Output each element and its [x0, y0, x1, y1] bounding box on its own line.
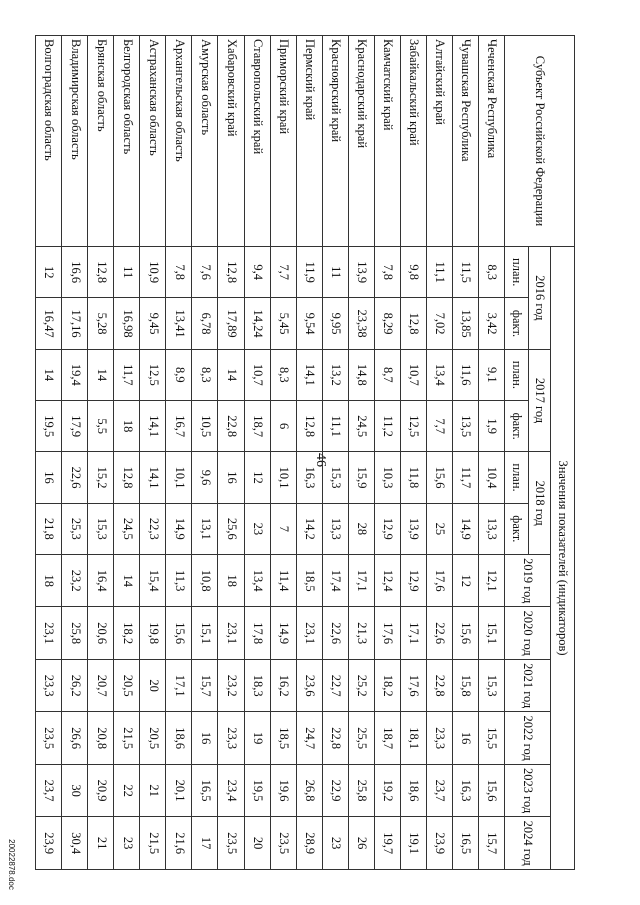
- value-cell: 19,7: [374, 817, 400, 870]
- value-cell: 10,5: [192, 401, 218, 452]
- value-cell: 17,89: [218, 298, 244, 349]
- table-row: [478, 36, 504, 870]
- value-cell: 15,6: [166, 607, 192, 659]
- value-cell: 15,3: [478, 659, 504, 711]
- value-cell: 16,2: [270, 659, 296, 711]
- value-cell: 8,3: [192, 349, 218, 400]
- value-cell: 16,98: [114, 298, 140, 349]
- value-cell: 12,8: [218, 247, 244, 298]
- value-cell: 11,9: [296, 247, 322, 298]
- value-cell: 22,9: [322, 764, 348, 816]
- fact-subheader: факт.: [505, 401, 529, 452]
- value-cell: 10,4: [478, 452, 504, 503]
- value-cell: 10,1: [166, 452, 192, 503]
- value-cell: 17,6: [400, 659, 426, 711]
- value-cell: 22,7: [322, 659, 348, 711]
- value-cell: 13,3: [478, 503, 504, 554]
- value-cell: 5,28: [88, 298, 114, 349]
- subject-name: Волгоградская область: [36, 36, 62, 247]
- value-cell: 20,7: [88, 659, 114, 711]
- table-row: [374, 36, 400, 870]
- value-cell: 14: [114, 555, 140, 607]
- footer-doc-name: 20022878.doc: [6, 839, 16, 890]
- value-cell: 15,3: [88, 503, 114, 554]
- table-row: [426, 36, 452, 870]
- value-cell: 12,8: [400, 298, 426, 349]
- value-cell: 12: [36, 247, 62, 298]
- value-cell: 11,7: [452, 452, 478, 503]
- value-cell: 11,2: [374, 401, 400, 452]
- value-cell: 18,5: [296, 555, 322, 607]
- value-cell: 23,7: [36, 764, 62, 816]
- value-cell: 11,1: [322, 401, 348, 452]
- value-cell: 7,6: [192, 247, 218, 298]
- value-cell: 26,2: [62, 659, 88, 711]
- fact-subheader: факт.: [505, 298, 529, 349]
- table-row: [218, 36, 244, 870]
- value-cell: 15,6: [426, 452, 452, 503]
- value-cell: 25,5: [348, 712, 374, 764]
- value-cell: 25,3: [62, 503, 88, 554]
- value-cell: 12,9: [400, 555, 426, 607]
- table-row: [322, 36, 348, 870]
- value-cell: 20,5: [114, 659, 140, 711]
- value-cell: 13,1: [192, 503, 218, 554]
- value-cell: 6,78: [192, 298, 218, 349]
- value-cell: 18: [114, 401, 140, 452]
- value-cell: 18: [36, 555, 62, 607]
- table-row: [62, 36, 88, 870]
- value-cell: 19,2: [374, 764, 400, 816]
- value-cell: 16,3: [296, 452, 322, 503]
- value-cell: 25: [426, 503, 452, 554]
- value-cell: 10,8: [192, 555, 218, 607]
- plan-subheader: план.: [505, 452, 529, 503]
- value-cell: 16,47: [36, 298, 62, 349]
- value-cell: 9,95: [322, 298, 348, 349]
- value-cell: 11,6: [452, 349, 478, 400]
- value-cell: 22,6: [322, 607, 348, 659]
- value-cell: 12,5: [400, 401, 426, 452]
- value-cell: 19,6: [270, 764, 296, 816]
- value-cell: 15,9: [348, 452, 374, 503]
- value-cell: 16,5: [192, 764, 218, 816]
- plan-subheader: план.: [505, 349, 529, 400]
- value-cell: 12: [452, 555, 478, 607]
- fact-subheader: факт.: [505, 503, 529, 554]
- value-cell: 22,8: [322, 712, 348, 764]
- value-cell: 23,5: [36, 712, 62, 764]
- indicators-table: [35, 35, 575, 870]
- value-cell: 17,6: [374, 607, 400, 659]
- value-cell: 16,7: [166, 401, 192, 452]
- value-cell: 23,9: [36, 817, 62, 870]
- value-cell: 18,2: [114, 607, 140, 659]
- value-cell: 5,5: [88, 401, 114, 452]
- value-cell: 16: [192, 712, 218, 764]
- value-cell: 23,1: [218, 607, 244, 659]
- value-cell: 18,6: [166, 712, 192, 764]
- subject-name: Краснодарский край: [348, 36, 374, 247]
- single-year-header: 2023 год: [505, 764, 551, 816]
- value-cell: 9,54: [296, 298, 322, 349]
- value-cell: 14: [218, 349, 244, 400]
- value-cell: 12,8: [296, 401, 322, 452]
- value-cell: 18: [218, 555, 244, 607]
- value-cell: 23,3: [218, 712, 244, 764]
- value-cell: 7,02: [426, 298, 452, 349]
- value-cell: 19,1: [400, 817, 426, 870]
- value-cell: 22,8: [218, 401, 244, 452]
- value-cell: 18,7: [374, 712, 400, 764]
- value-cell: 24,5: [114, 503, 140, 554]
- value-cell: 13,4: [426, 349, 452, 400]
- subject-name: Забайкальский край: [400, 36, 426, 247]
- value-cell: 12,5: [140, 349, 166, 400]
- value-cell: 20,8: [88, 712, 114, 764]
- value-cell: 17,4: [322, 555, 348, 607]
- value-cell: 26,6: [62, 712, 88, 764]
- value-cell: 23,4: [218, 764, 244, 816]
- value-cell: 7,7: [426, 401, 452, 452]
- value-cell: 17: [192, 817, 218, 870]
- value-cell: 26,8: [296, 764, 322, 816]
- table-row: [192, 36, 218, 870]
- subject-name: Ставропольский край: [244, 36, 270, 247]
- value-cell: 26: [348, 817, 374, 870]
- value-cell: 23,3: [426, 712, 452, 764]
- rotated-table-container: [35, 35, 575, 870]
- value-cell: 25,8: [348, 764, 374, 816]
- value-cell: 10,9: [140, 247, 166, 298]
- subject-name: Красноярский край: [322, 36, 348, 247]
- value-cell: 13,85: [452, 298, 478, 349]
- value-cell: 23: [322, 817, 348, 870]
- value-cell: 21,6: [166, 817, 192, 870]
- value-cell: 13,9: [348, 247, 374, 298]
- value-cell: 11,8: [400, 452, 426, 503]
- subject-name: Хабаровский край: [218, 36, 244, 247]
- value-cell: 8,7: [374, 349, 400, 400]
- value-cell: 19,8: [140, 607, 166, 659]
- value-cell: 9,45: [140, 298, 166, 349]
- value-cell: 14,8: [348, 349, 374, 400]
- value-cell: 14: [36, 349, 62, 400]
- value-cell: 30,4: [62, 817, 88, 870]
- value-cell: 30: [62, 764, 88, 816]
- table-row: [244, 36, 270, 870]
- value-cell: 23,5: [270, 817, 296, 870]
- value-cell: 23,5: [218, 817, 244, 870]
- value-cell: 22: [114, 764, 140, 816]
- value-cell: 15,6: [452, 607, 478, 659]
- value-cell: 20,5: [140, 712, 166, 764]
- value-cell: 18,6: [400, 764, 426, 816]
- subject-name: Приморский край: [270, 36, 296, 247]
- value-cell: 15,1: [478, 607, 504, 659]
- value-cell: 14,1: [140, 401, 166, 452]
- single-year-header: 2020 год: [505, 607, 551, 659]
- value-cell: 12,1: [478, 555, 504, 607]
- value-cell: 15,1: [192, 607, 218, 659]
- value-cell: 20: [140, 659, 166, 711]
- value-cell: 21,5: [114, 712, 140, 764]
- value-cell: 15,3: [322, 452, 348, 503]
- value-cell: 22,6: [426, 607, 452, 659]
- value-cell: 3,42: [478, 298, 504, 349]
- value-cell: 17,6: [426, 555, 452, 607]
- table-row: [270, 36, 296, 870]
- value-cell: 14,1: [140, 452, 166, 503]
- subject-name: Чеченская Республика: [478, 36, 504, 247]
- single-year-header: 2024 год: [505, 817, 551, 870]
- value-cell: 25,2: [348, 659, 374, 711]
- value-cell: 20,1: [166, 764, 192, 816]
- value-cell: 21,5: [140, 817, 166, 870]
- value-cell: 12: [244, 452, 270, 503]
- single-year-header: 2019 год: [505, 555, 551, 607]
- value-cell: 21: [88, 817, 114, 870]
- value-cell: 20,9: [88, 764, 114, 816]
- value-cell: 22,6: [62, 452, 88, 503]
- value-cell: 23,9: [426, 817, 452, 870]
- value-cell: 23,2: [218, 659, 244, 711]
- subject-name: Брянская область: [88, 36, 114, 247]
- value-cell: 24,7: [296, 712, 322, 764]
- value-cell: 11: [114, 247, 140, 298]
- subject-name: Чувашская Республика: [452, 36, 478, 247]
- value-cell: 16: [452, 712, 478, 764]
- value-cell: 18,2: [374, 659, 400, 711]
- value-cell: 16: [218, 452, 244, 503]
- table-row: [348, 36, 374, 870]
- value-cell: 9,4: [244, 247, 270, 298]
- value-cell: 7,8: [374, 247, 400, 298]
- value-cell: 23,7: [426, 764, 452, 816]
- value-cell: 13,41: [166, 298, 192, 349]
- value-cell: 19,5: [36, 401, 62, 452]
- table-row: [36, 36, 62, 870]
- value-cell: 23: [114, 817, 140, 870]
- table-row: [452, 36, 478, 870]
- value-cell: 12,8: [88, 247, 114, 298]
- value-cell: 17,16: [62, 298, 88, 349]
- value-cell: 18,7: [244, 401, 270, 452]
- value-cell: 8,3: [478, 247, 504, 298]
- value-cell: 23,1: [36, 607, 62, 659]
- value-cell: 19: [244, 712, 270, 764]
- value-cell: 28: [348, 503, 374, 554]
- value-cell: 23,3: [36, 659, 62, 711]
- value-cell: 12,9: [374, 503, 400, 554]
- value-cell: 18,1: [400, 712, 426, 764]
- value-cell: 9,6: [192, 452, 218, 503]
- value-cell: 11: [322, 247, 348, 298]
- value-cell: 10,1: [270, 452, 296, 503]
- value-cell: 9,1: [478, 349, 504, 400]
- page-number: 46: [313, 453, 328, 467]
- value-cell: 20: [244, 817, 270, 870]
- value-cell: 23,38: [348, 298, 374, 349]
- value-cell: 17,1: [166, 659, 192, 711]
- value-cell: 7,7: [270, 247, 296, 298]
- value-cell: 13,9: [400, 503, 426, 554]
- value-cell: 11,1: [426, 247, 452, 298]
- value-cell: 23,1: [296, 607, 322, 659]
- value-cell: 17,8: [244, 607, 270, 659]
- value-cell: 14: [88, 349, 114, 400]
- values-header: Значения показателей (индикаторов): [551, 247, 575, 870]
- subject-name: Камчатский край: [374, 36, 400, 247]
- value-cell: 15,6: [478, 764, 504, 816]
- value-cell: 12,4: [374, 555, 400, 607]
- value-cell: 8,29: [374, 298, 400, 349]
- value-cell: 12,8: [114, 452, 140, 503]
- table-row: [166, 36, 192, 870]
- value-cell: 16: [36, 452, 62, 503]
- value-cell: 1,9: [478, 401, 504, 452]
- subject-header: Субъект Российской Федерации: [505, 36, 575, 247]
- subject-name: Владимирская область: [62, 36, 88, 247]
- value-cell: 10,7: [244, 349, 270, 400]
- value-cell: 17,1: [400, 607, 426, 659]
- value-cell: 14,24: [244, 298, 270, 349]
- value-cell: 11,5: [452, 247, 478, 298]
- value-cell: 14,9: [166, 503, 192, 554]
- value-cell: 21: [140, 764, 166, 816]
- year-group-header: 2018 год: [529, 452, 551, 555]
- year-group-header: 2016 год: [529, 247, 551, 350]
- subject-name: Алтайский край: [426, 36, 452, 247]
- value-cell: 23: [244, 503, 270, 554]
- value-cell: 16,4: [88, 555, 114, 607]
- plan-subheader: план.: [505, 247, 529, 298]
- value-cell: 22,8: [426, 659, 452, 711]
- value-cell: 21,8: [36, 503, 62, 554]
- value-cell: 6: [270, 401, 296, 452]
- value-cell: 13,2: [322, 349, 348, 400]
- value-cell: 25,8: [62, 607, 88, 659]
- table-row: [88, 36, 114, 870]
- value-cell: 10,3: [374, 452, 400, 503]
- value-cell: 8,9: [166, 349, 192, 400]
- single-year-header: 2021 год: [505, 659, 551, 711]
- value-cell: 15,5: [478, 712, 504, 764]
- value-cell: 16,3: [452, 764, 478, 816]
- value-cell: 14,1: [296, 349, 322, 400]
- value-cell: 17,9: [62, 401, 88, 452]
- value-cell: 16,5: [452, 817, 478, 870]
- value-cell: 15,4: [140, 555, 166, 607]
- value-cell: 19,4: [62, 349, 88, 400]
- value-cell: 11,7: [114, 349, 140, 400]
- value-cell: 11,4: [270, 555, 296, 607]
- table-row: [296, 36, 322, 870]
- value-cell: 20,6: [88, 607, 114, 659]
- value-cell: 13,4: [244, 555, 270, 607]
- value-cell: 15,2: [88, 452, 114, 503]
- value-cell: 16,6: [62, 247, 88, 298]
- value-cell: 15,8: [452, 659, 478, 711]
- value-cell: 13,3: [322, 503, 348, 554]
- table-row: [400, 36, 426, 870]
- value-cell: 24,5: [348, 401, 374, 452]
- value-cell: 22,3: [140, 503, 166, 554]
- value-cell: 28,9: [296, 817, 322, 870]
- value-cell: 18,5: [270, 712, 296, 764]
- value-cell: 8,3: [270, 349, 296, 400]
- value-cell: 5,45: [270, 298, 296, 349]
- value-cell: 21,3: [348, 607, 374, 659]
- table-row: [140, 36, 166, 870]
- value-cell: 14,9: [452, 503, 478, 554]
- single-year-header: 2022 год: [505, 712, 551, 764]
- value-cell: 23,6: [296, 659, 322, 711]
- value-cell: 14,9: [270, 607, 296, 659]
- value-cell: 13,5: [452, 401, 478, 452]
- value-cell: 18,3: [244, 659, 270, 711]
- subject-name: Белгородская область: [114, 36, 140, 247]
- value-cell: 17,1: [348, 555, 374, 607]
- subject-name: Астраханская область: [140, 36, 166, 247]
- value-cell: 7: [270, 503, 296, 554]
- subject-name: Пермский край: [296, 36, 322, 247]
- value-cell: 15,7: [478, 817, 504, 870]
- year-group-header: 2017 год: [529, 349, 551, 452]
- value-cell: 9,8: [400, 247, 426, 298]
- value-cell: 14,2: [296, 503, 322, 554]
- value-cell: 7,8: [166, 247, 192, 298]
- value-cell: 25,6: [218, 503, 244, 554]
- value-cell: 19,5: [244, 764, 270, 816]
- value-cell: 15,7: [192, 659, 218, 711]
- value-cell: 10,7: [400, 349, 426, 400]
- subject-name: Амурская область: [192, 36, 218, 247]
- subject-name: Архангельская область: [166, 36, 192, 247]
- table-row: [114, 36, 140, 870]
- value-cell: 23,2: [62, 555, 88, 607]
- value-cell: 11,3: [166, 555, 192, 607]
